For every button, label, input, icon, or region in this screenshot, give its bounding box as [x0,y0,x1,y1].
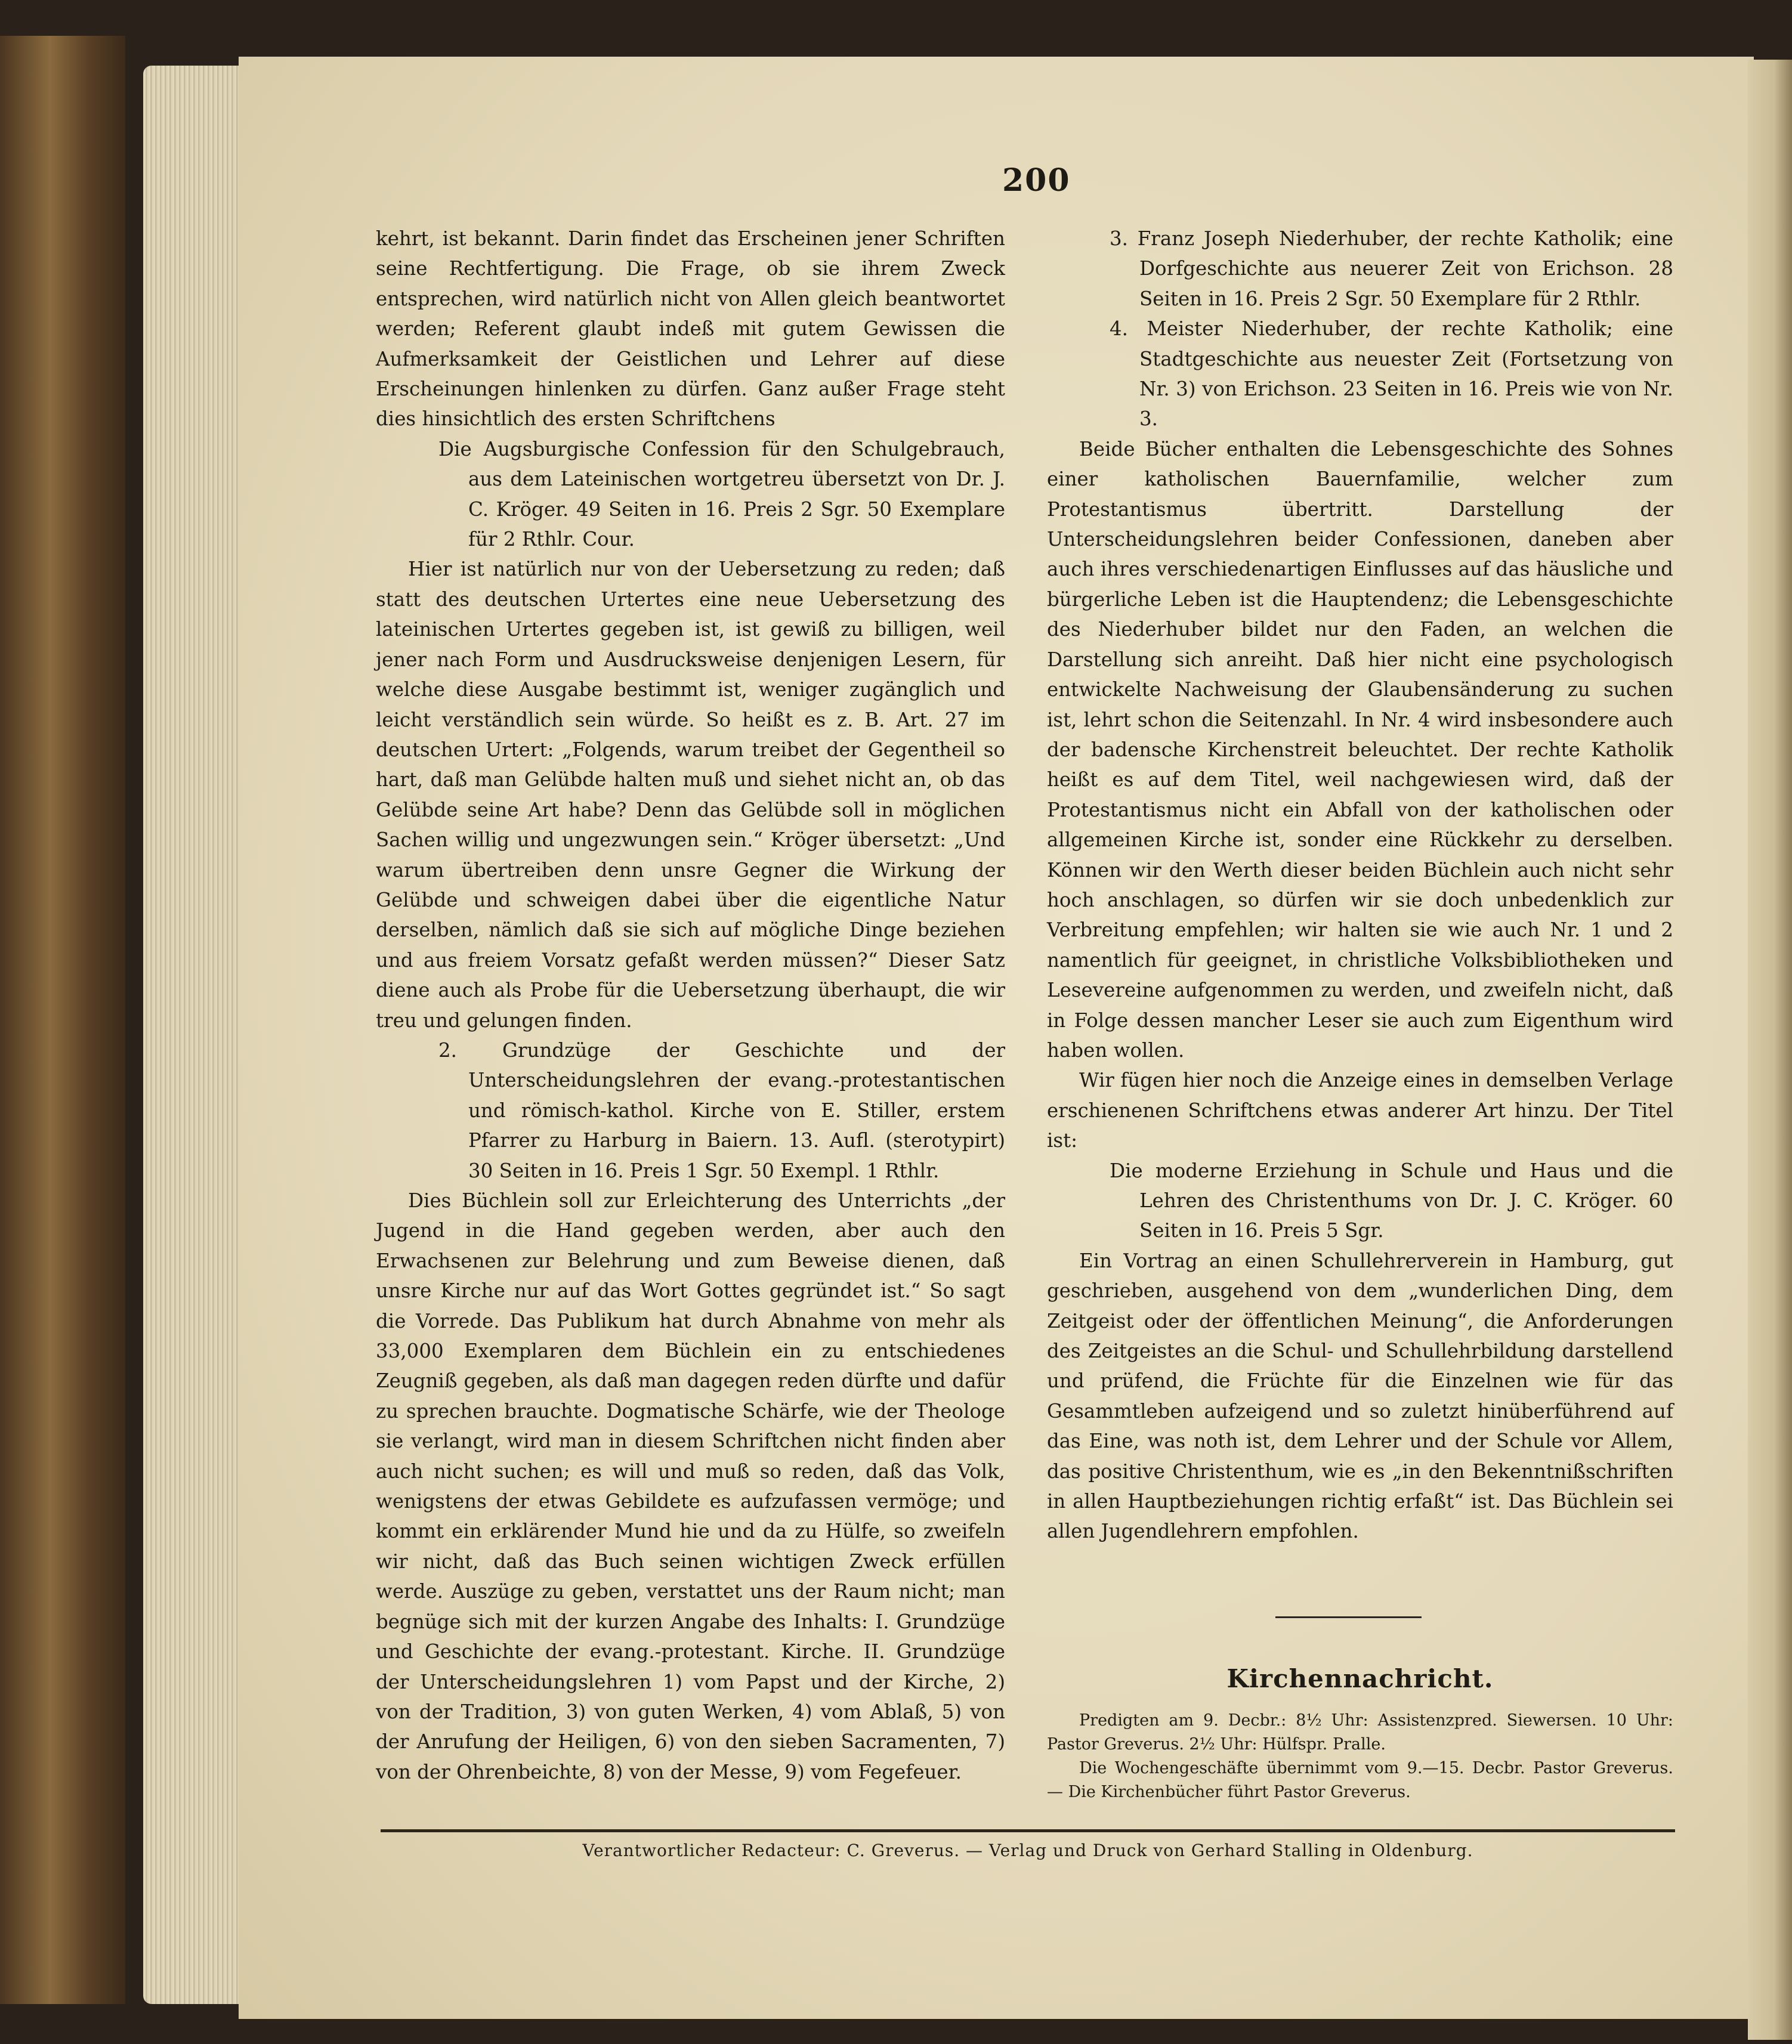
book-title-entry: Die moderne Erziehung in Schule und Haus und die Lehren des Christenthums von Dr. J. C. Kröger. 60 Seiten in 16. Preis 5 Sgr. [1110,1159,1673,1242]
left-column [376,224,1005,1787]
right-column [1047,224,1673,1547]
facing-page-edge [1748,60,1792,2040]
page-number: 200 [1002,162,1071,199]
book-title-entry: 3. Franz Joseph Niederhuber, der rechte Katholik; eine Dorfgeschichte aus neuerer Zeit von Erichson. 28 Seiten in 16. Preis 2 Sgr. 50 Exemplare für 2 Rthlr. [1110,227,1673,310]
paragraph: Dies Büchlein soll zur Erleichterung des Unterrichts „der Jugend in die Hand gegeben werden, aber auch den Erwachsenen zur Belehrung und zum Beweise dienen, daß unsre Kirche nur auf das Wort Gottes gegründet ist.“ So sagt die Vorrede. Das Publikum hat durch Abnahme von mehr als 33,000 Exemplaren dem Büchlein ein zu entschiedenes Zeugniß gegeben, als daß man dagegen reden dürfte und dafür zu sprechen brauchte. Dogmatische Schärfe, wie der Theologe sie verlangt, wird man in diesem Schriftchen nicht finden aber auch nicht suchen; es will und muß so reden, daß das Volk, wenigstens der etwas Gebildete es aufzufassen vermöge; und kommt ein erklärender Mund hie und da zu Hülfe, so zweifeln wir nicht, daß das Buch seinen wichtigen Zweck erfüllen werde. Auszüge zu geben, verstattet uns der Raum nicht; man begnüge sich mit der kurzen Angabe des Inhalts: I. Grundzüge und Geschichte der evang.-protestant. Kirche. II. Grundzüge der Unterscheidungslehren 1) vom Papst und der Kirche, 2) von der Tradition, 3) von guten Werken, 4) vom Ablaß, 5) von der Anrufung der Heiligen, 6) von den sieben Sacramenten, 7) von der Ohrenbeichte, 8) von der Messe, 9) vom Fegefeuer. [376,1189,1005,1783]
page-stack-edge [143,66,245,2004]
paragraph: Hier ist natürlich nur von der Uebersetzung zu reden; daß statt des deutschen Urtertes eine neue Uebersetzung des lateinischen Urtertes gegeben ist, ist gewiß zu billigen, weil jener nach Form und Ausdrucksweise denjenigen Lesern, für welche diese Ausgabe bestimmt ist, weniger zugänglich und leicht verständlich sein würde. So heißt es z. B. Art. 27 im deutschen Urtert: „Folgends, warum treibet der Gegentheil so hart, daß man Gelübde halten muß und siehet nicht an, ob das Gelübde seine Art habe? Denn das Gelübde soll in möglichen Sachen willig und ungezwungen sein.“ Kröger übersetzt: „Und warum übertreiben denn unsre Gegner die Wirkung der Gelübde und schweigen dabei über die eigentliche Natur derselben, nämlich daß sie sich auf mögliche Dinge beziehen und aus freiem Vorsatz gefaßt werden müssen?“ Dieser Satz diene auch als Probe für die Uebersetzung überhaupt, die wir treu und gelungen finden. [376,558,1005,1032]
book-title-entry: 4. Meister Niederhuber, der rechte Katholik; eine Stadtgeschichte aus neuester Zeit (Fortsetzung von Nr. 3) von Erichson. 23 Seiten in 16. Preis wie von Nr. 3. [1110,317,1673,431]
book-binding-edge [0,36,125,2004]
footer-rule [381,1829,1675,1832]
paragraph: Wir fügen hier noch die Anzeige eines in demselben Verlage erschienenen Schriftchens etwas anderer Art hinzu. Der Titel ist: [1047,1069,1673,1152]
imprint-line: Verantwortlicher Redacteur: C. Greverus. — Verlag und Druck von Gerhard Stalling in Oldenburg. [582,1841,1473,1860]
paragraph: kehrt, ist bekannt. Darin findet das Erscheinen jener Schriften seine Rechtfertigung. Die Frage, ob sie ihrem Zweck entsprechen, wird natürlich nicht von Allen gleich beantwortet werden; Referent glaubt indeß mit gutem Gewissen die Aufmerksamkeit der Geistlichen und Lehrer auf diese Erscheinungen hinlenken zu dürfen. Ganz außer Frage steht dies hinsichtlich des ersten Schriftchens [376,227,1005,431]
paragraph: Ein Vortrag an einen Schullehrerverein in Hamburg, gut geschrieben, ausgehend von dem „wunderlichen Ding, dem Zeitgeist oder der öffentlichen Meinung“, die Anforderungen des Zeitgeistes an die Schul- und Schullehrbildung darstellend und prüfend, die Früchte für die Einzelnen wie für das Gesammtleben aufzeigend und so zuletzt hinüberführend auf das Eine, was noth ist, dem Lehrer und der Schule vor Allem, das positive Christenthum, wie es „in den Bekenntnißschriften in allen Hauptbeziehungen richtig erfaßt“ ist. Das Büchlein sei allen Jugendlehrern empfohlen. [1047,1249,1673,1543]
book-title-entry: Die Augsburgische Confession für den Schulgebrauch, aus dem Lateinischen wortgetreu übersetzt von Dr. J. C. Kröger. 49 Seiten in 16. Preis 2 Sgr. 50 Exemplare für 2 Rthlr. Cour. [438,437,1005,551]
section-divider [1275,1616,1422,1618]
notice-line: Die Wochengeschäfte übernimmt vom 9.—15. Decbr. Pastor Greverus. — Die Kirchenbücher führt Pastor Greverus. [1047,1759,1673,1801]
notice-line: Predigten am 9. Decbr.: 8½ Uhr: Assistenzpred. Siewersen. 10 Uhr: Pastor Greverus. 2½ Uhr: Hülfspr. Pralle. [1047,1711,1673,1754]
notice-heading: Kirchennachricht. [1226,1664,1494,1693]
paragraph: Beide Bücher enthalten die Lebensgeschichte des Sohnes einer katholischen Bauernfamilie, welcher zum Protestantismus übertritt. Darstellung der Unterscheidungslehren beider Confessionen, daneben aber auch ihres verschiedenartigen Einflusses auf das häusliche und bürgerliche Leben ist die Hauptendenz; die Lebensgeschichte des Niederhuber bildet nur den Faden, an welchen die Darstellung sich anreiht. Daß hier nicht eine psychologisch entwickelte Nachweisung der Glaubensänderung zu suchen ist, lehrt schon die Seitenzahl. In Nr. 4 wird insbesondere auch der badensche Kirchenstreit beleuchtet. Der rechte Katholik heißt es auf dem Titel, weil nachgewiesen wird, daß der Protestantismus nicht ein Abfall von der katholischen oder allgemeinen Kirche ist, sonder eine Rückkehr zu derselben. Können wir den Werth dieser beiden Büchlein auch nicht sehr hoch anschlagen, so dürfen wir sie doch unbedenklich zur Verbreitung empfehlen; wir halten sie wie auch Nr. 1 und 2 namentlich für geeignet, in christliche Volksbibliotheken und Lesevereine aufgenommen zu werden, und zweifeln nicht, daß in Folge dessen mancher Leser sie auch zum Eigenthum wird haben wollen. [1047,437,1673,1062]
book-title-entry: 2. Grundzüge der Geschichte und der Unterscheidungslehren der evang.-protestantischen und römisch-kathol. Kirche von E. Stiller, erstem Pfarrer zu Harburg in Baiern. 13. Aufl. (sterotypirt) 30 Seiten in 16. Preis 1 Sgr. 50 Exempl. 1 Rthlr. [438,1038,1005,1182]
church-notice [1047,1709,1673,1804]
